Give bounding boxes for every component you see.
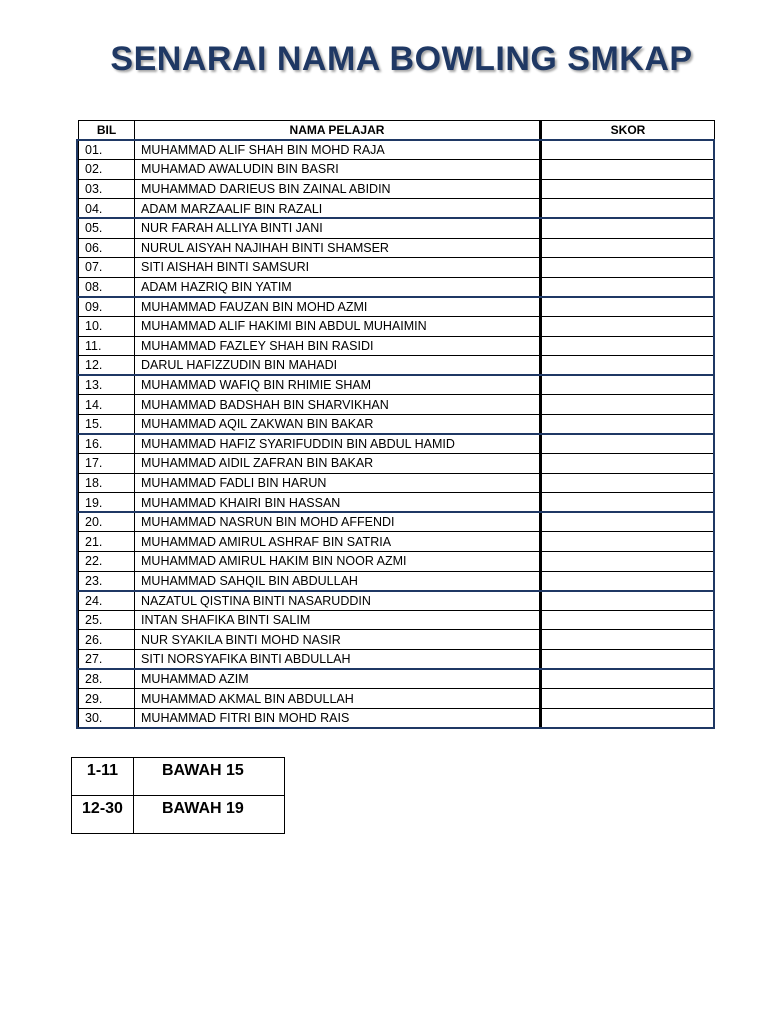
legend-category: BAWAH 19 — [134, 796, 285, 834]
table-row — [79, 395, 715, 415]
student-name: NAZATUL QISTINA BINTI NASARUDDIN — [135, 591, 541, 611]
student-name: ADAM MARZAALIF BIN RAZALI — [135, 199, 541, 219]
row-number: 27. — [79, 650, 135, 670]
student-name: MUHAMMAD ALIF HAKIMI BIN ABDUL MUHAIMIN — [135, 316, 541, 336]
row-number: 29. — [79, 689, 135, 709]
score-cell[interactable] — [541, 571, 715, 591]
table-row — [79, 336, 715, 356]
row-number: 24. — [79, 591, 135, 611]
table-row — [79, 532, 715, 552]
score-cell[interactable] — [541, 689, 715, 709]
table-row — [79, 689, 715, 709]
header-skor: SKOR — [541, 121, 715, 141]
student-name: NURUL AISYAH NAJIHAH BINTI SHAMSER — [135, 238, 541, 258]
table-row — [79, 414, 715, 434]
legend-range: 1-11 — [72, 758, 134, 796]
table-row — [79, 473, 715, 493]
student-name: MUHAMMAD AMIRUL HAKIM BIN NOOR AZMI — [135, 552, 541, 572]
score-cell[interactable] — [541, 218, 715, 238]
age-category-legend — [71, 757, 285, 834]
table-row — [79, 708, 715, 728]
table-row — [79, 591, 715, 611]
row-number: 15. — [79, 414, 135, 434]
row-number: 17. — [79, 454, 135, 474]
row-number: 28. — [79, 669, 135, 689]
table-row — [79, 356, 715, 376]
row-number: 08. — [79, 277, 135, 297]
row-number: 07. — [79, 258, 135, 278]
score-cell[interactable] — [541, 316, 715, 336]
student-name: MUHAMMAD FADLI BIN HARUN — [135, 473, 541, 493]
student-name: MUHAMAD AWALUDIN BIN BASRI — [135, 160, 541, 180]
score-cell[interactable] — [541, 454, 715, 474]
score-cell[interactable] — [541, 199, 715, 219]
table-row — [79, 218, 715, 238]
row-number: 19. — [79, 493, 135, 513]
table-row — [79, 493, 715, 513]
row-number: 25. — [79, 610, 135, 630]
header-nama-pelajar: NAMA PELAJAR — [135, 121, 541, 141]
score-cell[interactable] — [541, 669, 715, 689]
legend-row — [72, 796, 285, 834]
document-title: SENARAI NAMA BOWLING SMKAP — [110, 40, 693, 78]
student-name: MUHAMMAD FAZLEY SHAH BIN RASIDI — [135, 336, 541, 356]
score-cell[interactable] — [541, 395, 715, 415]
table-row — [79, 669, 715, 689]
score-cell[interactable] — [541, 473, 715, 493]
roster-body — [79, 140, 715, 728]
student-name: NUR SYAKILA BINTI MOHD NASIR — [135, 630, 541, 650]
table-row — [79, 160, 715, 180]
student-name: MUHAMMAD AQIL ZAKWAN BIN BAKAR — [135, 414, 541, 434]
table-row — [79, 610, 715, 630]
score-cell[interactable] — [541, 552, 715, 572]
score-cell[interactable] — [541, 258, 715, 278]
table-row — [79, 140, 715, 160]
student-name: INTAN SHAFIKA BINTI SALIM — [135, 610, 541, 630]
row-number: 13. — [79, 375, 135, 395]
student-name: MUHAMMAD FAUZAN BIN MOHD AZMI — [135, 297, 541, 317]
score-cell[interactable] — [541, 179, 715, 199]
score-cell[interactable] — [541, 434, 715, 454]
row-number: 03. — [79, 179, 135, 199]
row-number: 04. — [79, 199, 135, 219]
student-name: SITI NORSYAFIKA BINTI ABDULLAH — [135, 650, 541, 670]
score-cell[interactable] — [541, 493, 715, 513]
row-number: 21. — [79, 532, 135, 552]
score-cell[interactable] — [541, 708, 715, 728]
score-cell[interactable] — [541, 610, 715, 630]
student-name: MUHAMMAD WAFIQ BIN RHIMIE SHAM — [135, 375, 541, 395]
score-cell[interactable] — [541, 532, 715, 552]
row-number: 10. — [79, 316, 135, 336]
score-cell[interactable] — [541, 375, 715, 395]
legend-category: BAWAH 15 — [134, 758, 285, 796]
table-row — [79, 316, 715, 336]
score-cell[interactable] — [541, 297, 715, 317]
student-name: NUR FARAH ALLIYA BINTI JANI — [135, 218, 541, 238]
score-cell[interactable] — [541, 336, 715, 356]
student-name: MUHAMMAD HAFIZ SYARIFUDDIN BIN ABDUL HAMID — [135, 434, 541, 454]
score-cell[interactable] — [541, 277, 715, 297]
legend-body — [72, 758, 285, 834]
score-cell[interactable] — [541, 512, 715, 532]
table-row — [79, 630, 715, 650]
score-cell[interactable] — [541, 591, 715, 611]
row-number: 18. — [79, 473, 135, 493]
student-name: MUHAMMAD NASRUN BIN MOHD AFFENDI — [135, 512, 541, 532]
table-row — [79, 258, 715, 278]
table-row — [79, 434, 715, 454]
row-number: 11. — [79, 336, 135, 356]
student-name: MUHAMMAD AIDIL ZAFRAN BIN BAKAR — [135, 454, 541, 474]
table-row — [79, 179, 715, 199]
row-number: 02. — [79, 160, 135, 180]
table-row — [79, 650, 715, 670]
row-number: 01. — [79, 140, 135, 160]
student-name: MUHAMMAD AZIM — [135, 669, 541, 689]
student-name: DARUL HAFIZZUDIN BIN MAHADI — [135, 356, 541, 376]
student-name: MUHAMMAD ALIF SHAH BIN MOHD RAJA — [135, 140, 541, 160]
student-roster-table — [78, 120, 715, 728]
table-row — [79, 297, 715, 317]
legend-range: 12-30 — [72, 796, 134, 834]
student-name: MUHAMMAD BADSHAH BIN SHARVIKHAN — [135, 395, 541, 415]
row-number: 30. — [79, 708, 135, 728]
student-name: MUHAMMAD SAHQIL BIN ABDULLAH — [135, 571, 541, 591]
student-name: ADAM HAZRIQ BIN YATIM — [135, 277, 541, 297]
student-name: MUHAMMAD AMIRUL ASHRAF BIN SATRIA — [135, 532, 541, 552]
row-number: 20. — [79, 512, 135, 532]
table-row — [79, 571, 715, 591]
table-header-row — [79, 121, 715, 141]
score-cell[interactable] — [541, 630, 715, 650]
table-row — [79, 238, 715, 258]
header-bil: BIL — [79, 121, 135, 141]
row-number: 16. — [79, 434, 135, 454]
legend-row — [72, 758, 285, 796]
table-row — [79, 199, 715, 219]
score-cell[interactable] — [541, 356, 715, 376]
table-row — [79, 277, 715, 297]
row-number: 09. — [79, 297, 135, 317]
row-number: 26. — [79, 630, 135, 650]
table-row — [79, 512, 715, 532]
row-number: 06. — [79, 238, 135, 258]
row-number: 14. — [79, 395, 135, 415]
student-name: MUHAMMAD KHAIRI BIN HASSAN — [135, 493, 541, 513]
row-number: 12. — [79, 356, 135, 376]
student-name: SITI AISHAH BINTI SAMSURI — [135, 258, 541, 278]
row-number: 22. — [79, 552, 135, 572]
score-cell[interactable] — [541, 650, 715, 670]
table-row — [79, 552, 715, 572]
table-row — [79, 375, 715, 395]
table-row — [79, 454, 715, 474]
score-cell[interactable] — [541, 414, 715, 434]
student-name: MUHAMMAD FITRI BIN MOHD RAIS — [135, 708, 541, 728]
score-cell[interactable] — [541, 160, 715, 180]
student-name: MUHAMMAD AKMAL BIN ABDULLAH — [135, 689, 541, 709]
score-cell[interactable] — [541, 238, 715, 258]
score-cell[interactable] — [541, 140, 715, 160]
row-number: 23. — [79, 571, 135, 591]
row-number: 05. — [79, 218, 135, 238]
student-name: MUHAMMAD DARIEUS BIN ZAINAL ABIDIN — [135, 179, 541, 199]
